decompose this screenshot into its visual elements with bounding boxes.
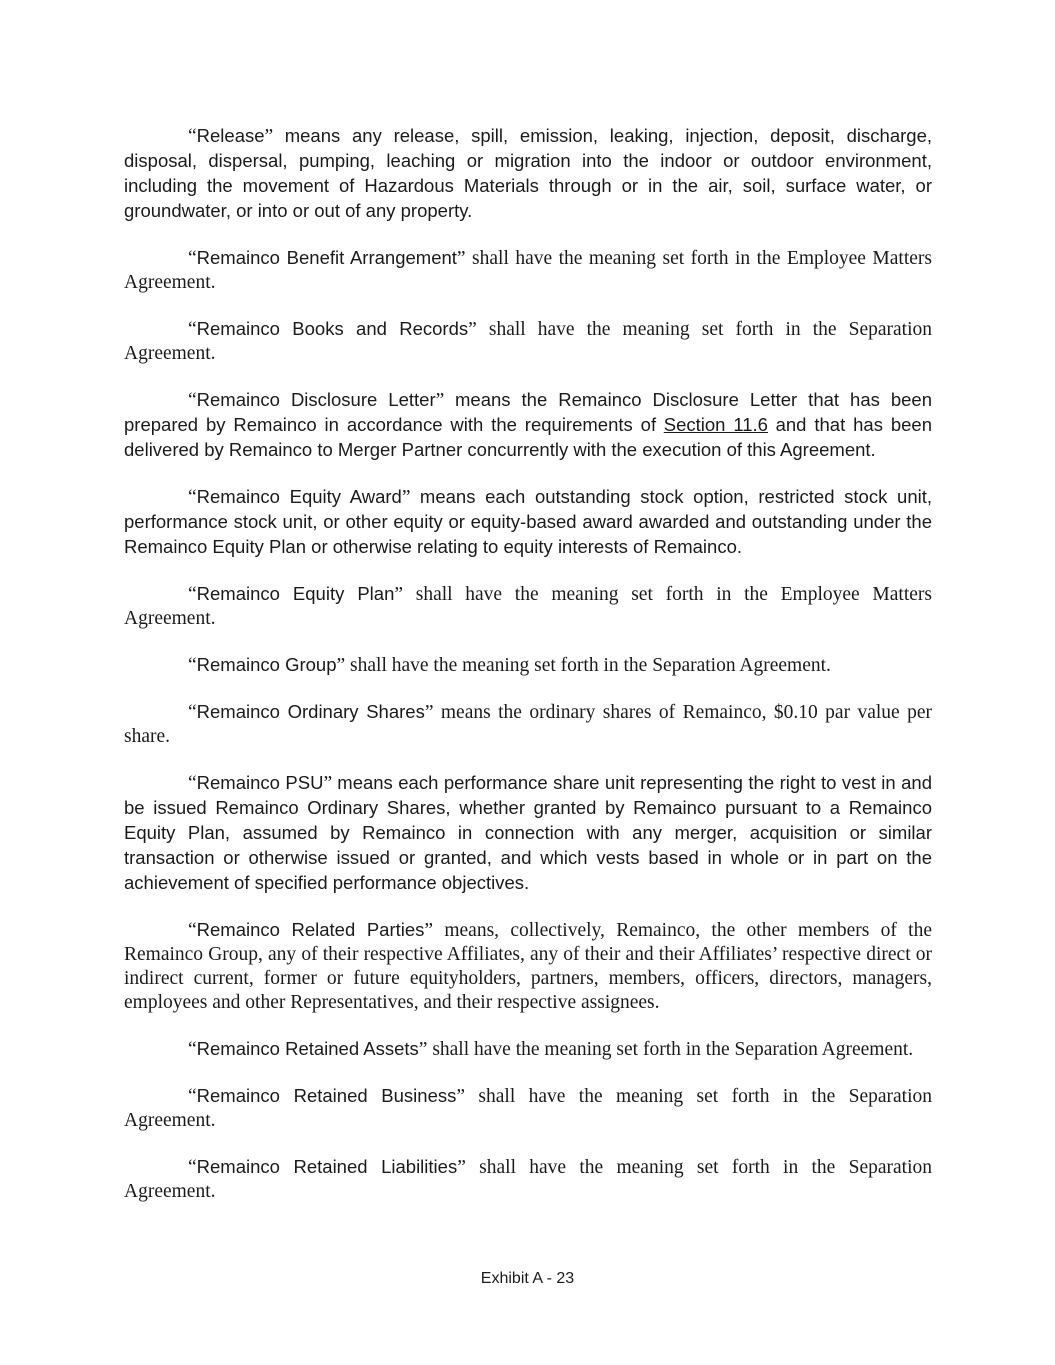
defined-term: Remainco Related Parties	[196, 919, 425, 940]
definition-text: shall have the meaning set forth in the Separation Agreement.	[432, 1039, 914, 1060]
definition-remainco-disclosure-letter: “Remainco Disclosure Letter” means the Remainco Disclosure Letter that has been prepared by Remainco in accordance with the requirements of Section 11.6 and that has been delivered by Remainco to Merger Partner concurrently with the execution of this Agreement.	[124, 389, 933, 460]
defined-term: Remainco Equity Plan	[196, 583, 395, 604]
defined-term: Remainco Books and Records	[196, 318, 469, 339]
definition-text: shall have the meaning set forth in the Separation Agreement.	[124, 1086, 933, 1131]
defined-term: Remainco Retained Liabilities	[196, 1156, 458, 1177]
definition-remainco-related-parties: “Remainco Related Parties” means, collectively, Remainco, the other members of the Remainco Group, any of their respective Affiliates, any of their and their Affiliates’ respective direct or indirect current, former or future equityholders, partners, members, officers, directors, managers, employees and other Representatives, and their respective assignees.	[124, 919, 933, 1013]
page-footer: Exhibit A - 23	[480, 1270, 575, 1287]
definition-remainco-ordinary-shares: “Remainco Ordinary Shares” means the ordinary shares of Remainco, $0.10 par value per share.	[124, 701, 932, 747]
definition-text: means, collectively, Remainco, the other members of the Remainco Group, any of their respective Affiliates, any of their and their Affiliates’ respective direct or indirect current, former or future equityholders, partners, members, officers, directors, managers, employees and other Representatives, and their respective assignees.	[124, 920, 933, 1013]
definition-remainco-retained-business: “Remainco Retained Business” shall have the meaning set forth in the Separation Agreement.	[124, 1085, 933, 1131]
defined-term: Release	[196, 125, 265, 146]
defined-term: Remainco Benefit Arrangement	[196, 247, 457, 268]
definition-text: means any release, spill, emission, leaking, injection, deposit, discharge, disposal, dispersal, pumping, leaching or migration into the indoor or outdoor environment, including the movement of Hazardous Materials through or in the air, soil, surface water, or groundwater, or into or out of any property.	[124, 125, 933, 221]
definition-text: means each performance share unit representing the right to vest in and be issued Remainco Ordinary Shares, whether granted by Remainco pursuant to a Remainco Equity Plan, assumed by Remainco in connection with any merger, acquisition or similar transaction or otherwise issued or granted, and which vests based in whole or in part on the achievement of specified performance objectives.	[124, 772, 932, 893]
definition-text: means the ordinary shares of Remainco, $0.10 par value per share.	[124, 702, 932, 747]
definition-remainco-equity-award: “Remainco Equity Award” means each outstanding stock option, restricted stock unit, performance stock unit, or other equity or equity-based award awarded and outstanding under the Remainco Equity Plan or otherwise relating to equity interests of Remainco.	[124, 486, 933, 557]
definition-text: shall have the meaning set forth in the Employee Matters Agreement.	[124, 584, 932, 629]
definition-remainco-retained-assets: “Remainco Retained Assets” shall have the meaning set forth in the Separation Agreement.	[188, 1038, 914, 1060]
defined-term: Remainco PSU	[196, 772, 324, 793]
definition-remainco-group: “Remainco Group” shall have the meaning set forth in the Separation Agreement.	[188, 654, 831, 676]
definition-text: shall have the meaning set forth in the Employee Matters Agreement.	[124, 248, 932, 293]
definition-remainco-psu: “Remainco PSU” means each performance share unit representing the right to vest in and be issued Remainco Ordinary Shares, whether granted by Remainco pursuant to a Remainco Equity Plan, assumed by Remainco in connection with any merger, acquisition or similar transaction or otherwise issued or granted, and which vests based in whole or in part on the achievement of specified performance objectives.	[124, 772, 932, 893]
defined-term: Remainco Ordinary Shares	[196, 701, 425, 722]
definition-remainco-benefit-arrangement: “Remainco Benefit Arrangement” shall have the meaning set forth in the Employee Matters Agreement.	[124, 247, 932, 293]
definition-text: shall have the meaning set forth in the Separation Agreement.	[124, 319, 932, 364]
definition-remainco-retained-liabilities: “Remainco Retained Liabilities” shall have the meaning set forth in the Separation Agreement.	[124, 1156, 933, 1202]
definition-text: means each outstanding stock option, restricted stock unit, performance stock unit, or other equity or equity-based award awarded and outstanding under the Remainco Equity Plan or otherwise relating to equity interests of Remainco.	[124, 486, 933, 557]
defined-term: Remainco Group	[196, 654, 337, 675]
definition-remainco-books-and-records: “Remainco Books and Records” shall have the meaning set forth in the Separation Agreement.	[124, 318, 932, 364]
definition-text-continued: and that has been delivered by Remainco to Merger Partner concurrently with the execution of this Agreement.	[124, 414, 932, 460]
definition-text: shall have the meaning set forth in the Separation Agreement.	[350, 655, 831, 676]
defined-term: Remainco Retained Assets	[196, 1038, 419, 1059]
section-reference-link[interactable]: Section 11.6	[663, 414, 768, 435]
definition-text: shall have the meaning set forth in the Separation Agreement.	[124, 1157, 933, 1202]
defined-term: Remainco Equity Award	[196, 486, 402, 507]
definition-text: means the Remainco Disclosure Letter that has been prepared by Remainco in accordance with the requirements of	[124, 389, 933, 435]
defined-term: Remainco Disclosure Letter	[196, 389, 436, 410]
definition-remainco-equity-plan: “Remainco Equity Plan” shall have the meaning set forth in the Employee Matters Agreement.	[124, 583, 932, 629]
document-page	[124, 124, 932, 1226]
definition-release: “Release” means any release, spill, emission, leaking, injection, deposit, discharge, disposal, dispersal, pumping, leaching or migration into the indoor or outdoor environment, including the movement of Hazardous Materials through or in the air, soil, surface water, or groundwater, or into or out of any property.	[124, 125, 933, 221]
defined-term: Remainco Retained Business	[196, 1085, 457, 1106]
